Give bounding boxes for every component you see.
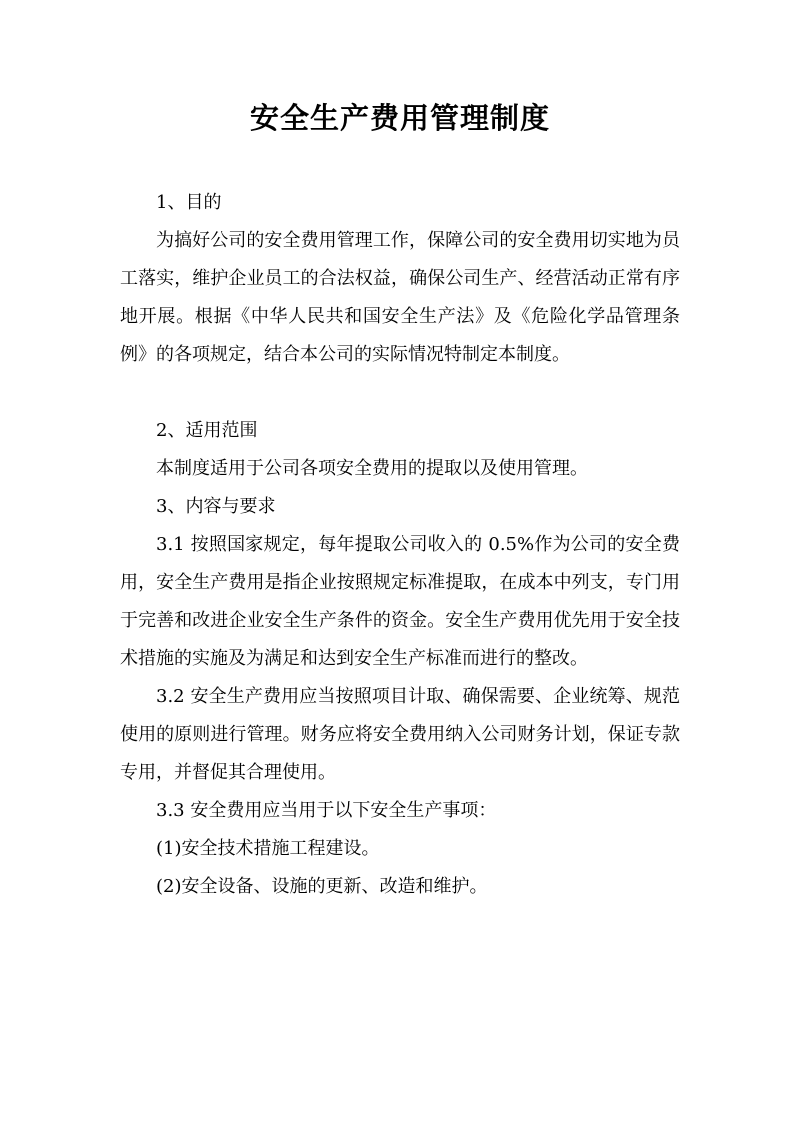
- paragraph-3-1: 3.1 按照国家规定，每年提取公司收入的 0.5%作为公司的安全费用，安全生产费用是指企业按照规定标准提取，在成本中列支，专门用于完善和改进企业安全生产条件的资金。安全生产费用优先用于安全技术措施的实施及为满足和达到安全生产标准而进行的整改。: [120, 534, 680, 669]
- list-item-2: (2)安全设备、设施的更新、改造和维护。: [156, 876, 488, 897]
- paragraph-scope: 本制度适用于公司各项安全费用的提取以及使用管理。: [156, 458, 588, 479]
- paragraph-3-2: 3.2 安全生产费用应当按照项目计取、确保需要、企业统筹、规范使用的原则进行管理。财务应将安全费用纳入公司财务计划，保证专款专用，并督促其合理使用。: [120, 686, 680, 783]
- document-body: [120, 184, 680, 906]
- paragraph-3-3: 3.3 安全费用应当用于以下安全生产事项：: [156, 800, 497, 821]
- document-title: 安全生产费用管理制度: [249, 101, 550, 135]
- section-heading-requirements: 3、内容与要求: [156, 496, 276, 517]
- paragraph-purpose: 为搞好公司的安全费用管理工作，保障公司的安全费用切实地为员工落实，维护企业员工的合法权益，确保公司生产、经营活动正常有序地开展。根据《中华人民共和国安全生产法》及《危险化学品管理条例》的各项规定，结合本公司的实际情况特制定本制度。: [120, 230, 680, 365]
- section-heading-purpose: 1、目的: [156, 192, 222, 213]
- section-heading-scope: 2、适用范围: [156, 420, 258, 441]
- list-item-1: (1)安全技术措施工程建设。: [156, 838, 380, 859]
